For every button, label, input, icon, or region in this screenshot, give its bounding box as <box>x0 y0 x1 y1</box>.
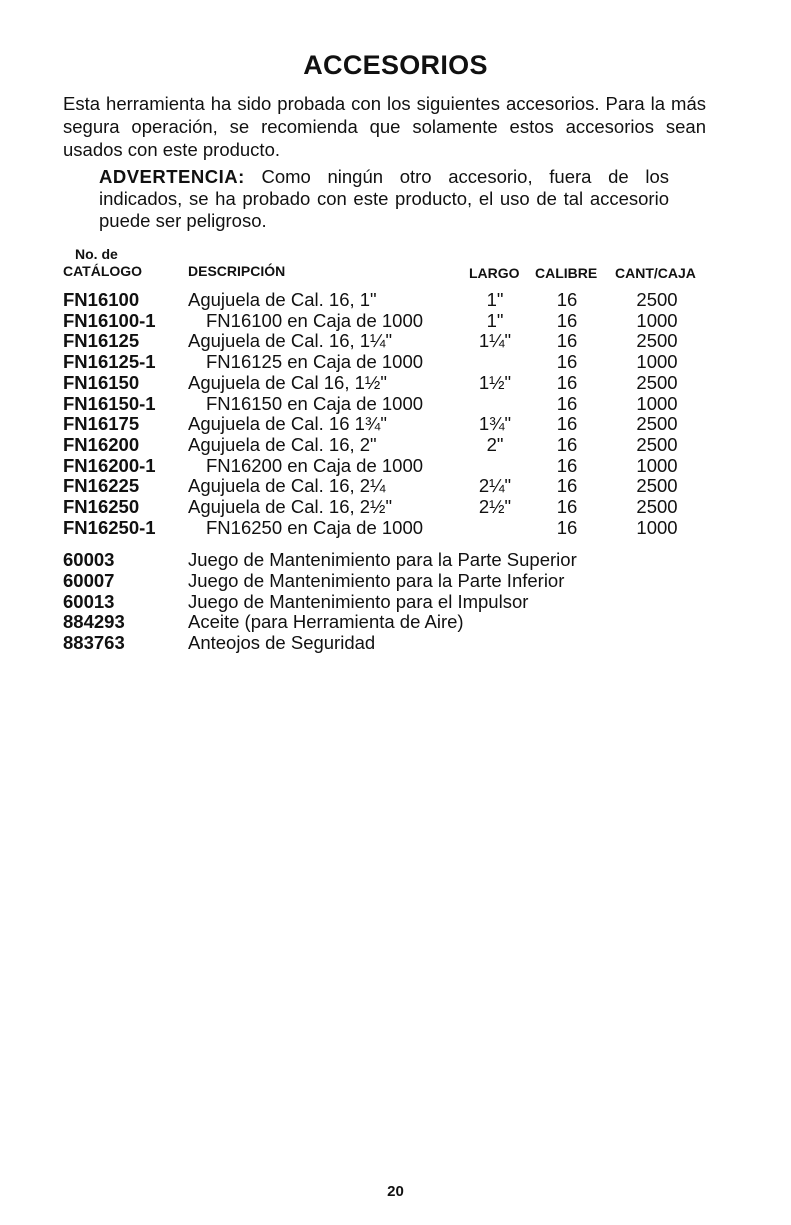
list-item <box>0 591 791 612</box>
table-row <box>0 393 791 414</box>
table-row <box>0 475 791 496</box>
kit-description: Aceite (para Herramienta de Aire) <box>188 611 464 632</box>
gauge: 16 <box>556 413 578 434</box>
kit-number: 883763 <box>63 632 125 653</box>
quantity: 2500 <box>636 496 678 517</box>
table-row <box>0 496 791 517</box>
description: Agujuela de Cal. 16, 1¼" <box>188 330 393 351</box>
gauge: 16 <box>556 496 578 517</box>
description: FN16125 en Caja de 1000 <box>206 351 424 372</box>
gauge: 16 <box>556 475 578 496</box>
quantity: 2500 <box>636 434 678 455</box>
table-row <box>0 289 791 310</box>
catalog-number: FN16125-1 <box>63 351 156 372</box>
catalog-number: FN16250-1 <box>63 517 156 538</box>
warning-label: ADVERTENCIA: <box>99 166 245 187</box>
header-qty: CANT/CAJA <box>615 265 696 281</box>
table-row <box>0 372 791 393</box>
quantity: 1000 <box>636 351 678 372</box>
warning-paragraph <box>99 166 669 232</box>
kit-number: 884293 <box>63 611 125 632</box>
gauge: 16 <box>556 455 578 476</box>
page-number: 20 <box>387 1183 404 1200</box>
kit-description: Juego de Mantenimiento para el Impulsor <box>188 591 529 612</box>
catalog-number: FN16225 <box>63 475 140 496</box>
length: 2¼" <box>478 475 512 496</box>
quantity: 1000 <box>636 455 678 476</box>
length: 1" <box>486 289 504 310</box>
table-row <box>0 517 791 538</box>
intro-paragraph: Esta herramienta ha sido probada con los siguientes accesorios. Para la más segura operación, se recomienda que solamente estos accesorios sean usados con este producto. <box>63 93 706 160</box>
catalog-number: FN16200-1 <box>63 455 156 476</box>
quantity: 2500 <box>636 413 678 434</box>
description: Agujuela de Cal 16, 1½" <box>188 372 387 393</box>
description: Agujuela de Cal. 16, 2½" <box>188 496 393 517</box>
catalog-number: FN16100-1 <box>63 310 156 331</box>
list-item <box>0 611 791 632</box>
gauge: 16 <box>556 330 578 351</box>
gauge: 16 <box>556 289 578 310</box>
kit-description: Juego de Mantenimiento para la Parte Superior <box>188 549 577 570</box>
table-row <box>0 310 791 331</box>
gauge: 16 <box>556 310 578 331</box>
catalog-number: FN16150-1 <box>63 393 156 414</box>
header-gauge: CALIBRE <box>535 265 598 281</box>
header-catalog-line1: No. de <box>75 246 118 262</box>
catalog-number: FN16200 <box>63 434 140 455</box>
description: FN16150 en Caja de 1000 <box>206 393 424 414</box>
description: FN16250 en Caja de 1000 <box>206 517 424 538</box>
kit-number: 60013 <box>63 591 115 612</box>
catalog-number: FN16100 <box>63 289 140 310</box>
description: Agujuela de Cal. 16, 2" <box>188 434 377 455</box>
table-row <box>0 455 791 476</box>
gauge: 16 <box>556 351 578 372</box>
length: 2" <box>486 434 504 455</box>
header-catalog-line2: CATÁLOGO <box>63 263 143 279</box>
gauge: 16 <box>556 393 578 414</box>
kit-description: Juego de Mantenimiento para la Parte Inferior <box>188 570 565 591</box>
list-item <box>0 549 791 570</box>
length: 1" <box>486 310 504 331</box>
length: 1¾" <box>478 413 512 434</box>
catalog-number: FN16125 <box>63 330 140 351</box>
length: 1½" <box>478 372 512 393</box>
quantity: 2500 <box>636 475 678 496</box>
page-title: ACCESORIOS <box>303 50 488 80</box>
list-item <box>0 570 791 591</box>
gauge: 16 <box>556 372 578 393</box>
description: FN16100 en Caja de 1000 <box>206 310 424 331</box>
header-length: LARGO <box>469 265 520 281</box>
kit-number: 60007 <box>63 570 115 591</box>
header-description: DESCRIPCIÓN <box>188 263 286 279</box>
table-row <box>0 351 791 372</box>
gauge: 16 <box>556 517 578 538</box>
catalog-number: FN16150 <box>63 372 140 393</box>
length: 2½" <box>478 496 512 517</box>
quantity: 2500 <box>636 372 678 393</box>
table-row <box>0 434 791 455</box>
quantity: 1000 <box>636 517 678 538</box>
kit-number: 60003 <box>63 549 115 570</box>
description: Agujuela de Cal. 16, 2¼ <box>188 475 386 496</box>
description: FN16200 en Caja de 1000 <box>206 455 424 476</box>
table-row <box>0 413 791 434</box>
quantity: 1000 <box>636 310 678 331</box>
quantity: 2500 <box>636 289 678 310</box>
length: 1¼" <box>478 330 512 351</box>
table-row <box>0 330 791 351</box>
catalog-number: FN16175 <box>63 413 140 434</box>
quantity: 1000 <box>636 393 678 414</box>
gauge: 16 <box>556 434 578 455</box>
description: Agujuela de Cal. 16, 1" <box>188 289 377 310</box>
kit-description: Anteojos de Seguridad <box>188 632 376 653</box>
warning-text: Como ningún otro accesorio, fuera de los indicados, se ha probado con este producto, el uso de tal accesorio puede ser peligroso. <box>99 166 669 231</box>
description: Agujuela de Cal. 16 1¾" <box>188 413 387 434</box>
quantity: 2500 <box>636 330 678 351</box>
list-item <box>0 632 791 653</box>
catalog-number: FN16250 <box>63 496 140 517</box>
